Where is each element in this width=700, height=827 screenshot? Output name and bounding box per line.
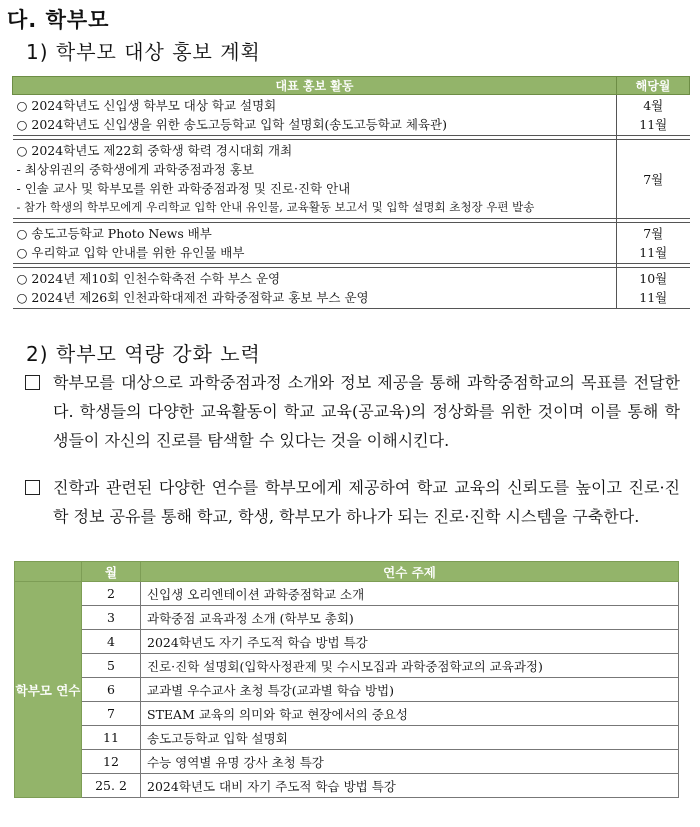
training-month: 4 (82, 630, 141, 654)
promo-months (617, 268, 690, 309)
promo-month: 10월 (639, 271, 668, 286)
table-row (15, 678, 679, 702)
paragraph-text: 학부모를 대상으로 과학중점과정 소개와 정보 제공을 통해 과학중점학교의 목표를 전달한다. 학생들의 다양한 교육활동이 학교 교육(공교육)의 정상화를 위한 것이며 이를 통해 학생들이 자신의 진로를 탐색할 수 있다는 것을 이해시킨다. (53, 373, 680, 450)
promo-month: 7월 (643, 226, 664, 241)
training-topic: 과학중점 교육과정 소개 (학부모 총회) (141, 606, 679, 630)
promo-months (617, 95, 690, 136)
training-header-topic: 연수 주제 (141, 562, 679, 582)
table-row (15, 702, 679, 726)
table-row (15, 774, 679, 798)
promo-month: 7월 (643, 171, 664, 187)
training-row-label: 학부모 연수 (15, 582, 82, 798)
training-header-blank (15, 562, 82, 582)
promo-line: ○ 2024학년도 신입생 학부모 대상 학교 설명회 (16, 98, 277, 113)
table-row (15, 630, 679, 654)
paragraph (25, 368, 680, 455)
training-topic: 송도고등학교 입학 설명회 (141, 726, 679, 750)
training-month: 7 (82, 702, 141, 726)
promo-group (13, 95, 690, 136)
paragraph (25, 473, 680, 531)
promo-line: ○ 2024년 제26회 인천과학대제전 과학중점학교 홍보 부스 운영 (16, 290, 369, 305)
promo-line: ○ 2024학년도 제22회 중학생 학력 경시대회 개최 (16, 143, 293, 158)
training-topic: 2024학년도 자기 주도적 학습 방법 특강 (141, 630, 679, 654)
training-header-month: 월 (82, 562, 141, 582)
training-topic: 진로·진학 설명회(입학사정관제 및 수시모집과 과학중점학교의 교육과정) (141, 654, 679, 678)
subsection-title-promo: 1) 학부모 대상 홍보 계획 (26, 40, 261, 64)
promo-months (617, 223, 690, 264)
checkbox-square-icon (25, 480, 40, 495)
table-row (15, 606, 679, 630)
training-month: 6 (82, 678, 141, 702)
promo-group (13, 140, 690, 219)
promo-month: 4월 (643, 98, 664, 113)
table-row (15, 750, 679, 774)
section-title: 다. 학부모 (7, 8, 110, 32)
promo-line: ○ 2024년 제10회 인천수학축전 수학 부스 운영 (16, 271, 281, 286)
promo-month: 11월 (639, 117, 668, 132)
promo-header-month: 해당월 (617, 77, 690, 95)
subsection-title-capacity: 2) 학부모 역량 강화 노력 (26, 342, 261, 366)
table-row (15, 726, 679, 750)
paragraph-text: 진학과 관련된 다양한 연수를 학부모에게 제공하여 학교 교육의 신뢰도를 높이고 진로·진학 정보 공유를 통해 학교, 학생, 학부모가 하나가 되는 진로·진학 시스템을 구축한다. (53, 478, 680, 526)
promo-month: 11월 (639, 245, 668, 260)
training-month: 12 (82, 750, 141, 774)
training-topic: 수능 영역별 유명 강사 초청 특강 (141, 750, 679, 774)
training-month: 11 (82, 726, 141, 750)
promo-line: ○ 우리학교 입학 안내를 위한 유인물 배부 (16, 245, 245, 260)
promo-header-activity: 대표 홍보 활동 (13, 77, 617, 95)
checkbox-square-icon (25, 375, 40, 390)
promo-table (12, 76, 690, 309)
promo-group (13, 223, 690, 264)
promo-line: - 참가 학생의 학부모에게 우리학교 입학 안내 유인물, 교육활동 보고서 및 입학 설명회 초청장 우편 발송 (16, 200, 535, 214)
training-month: 3 (82, 606, 141, 630)
training-month: 2 (82, 582, 141, 606)
promo-activities (13, 95, 617, 136)
training-topic: 신입생 오리엔테이션 과학중점학교 소개 (141, 582, 679, 606)
promo-month: 11월 (639, 290, 668, 305)
training-table (14, 561, 679, 798)
promo-line: - 인솔 교사 및 학부모를 위한 과학중점과정 및 진로·진학 안내 (16, 181, 351, 196)
promo-activities (13, 268, 617, 309)
promo-months (617, 140, 690, 219)
promo-line: ○ 송도고등학교 Photo News 배부 (16, 226, 212, 241)
promo-group (13, 268, 690, 309)
promo-activities (13, 140, 617, 219)
training-topic: 교과별 우수교사 초청 특강(교과별 학습 방법) (141, 678, 679, 702)
promo-activities (13, 223, 617, 264)
promo-line: ○ 2024학년도 신입생을 위한 송도고등학교 입학 설명회(송도고등학교 체육관) (16, 117, 447, 132)
training-topic: STEAM 교육의 의미와 학교 현장에서의 중요성 (141, 702, 679, 726)
training-month: 25. 2 (82, 774, 141, 798)
table-row (15, 582, 679, 606)
training-month: 5 (82, 654, 141, 678)
promo-line: - 최상위권의 중학생에게 과학중점과정 홍보 (16, 162, 254, 177)
table-row (15, 654, 679, 678)
training-topic: 2024학년도 대비 자기 주도적 학습 방법 특강 (141, 774, 679, 798)
